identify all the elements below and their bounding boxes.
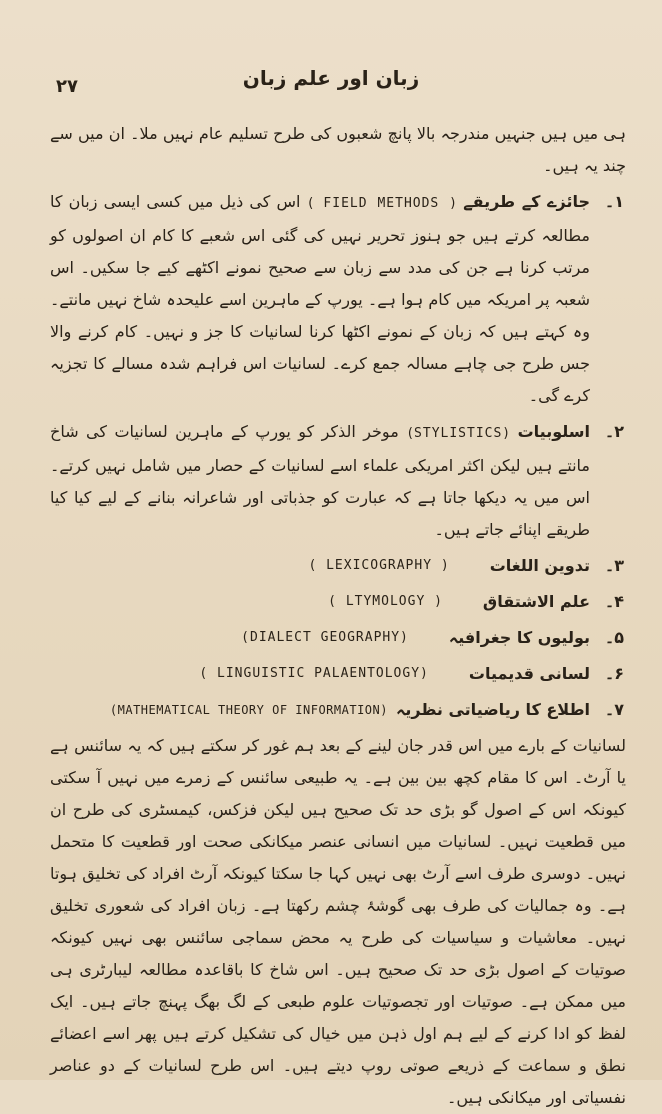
item-number: ۳۔ xyxy=(604,556,624,575)
item-term: اسلوبیات xyxy=(517,422,590,441)
item-latin-term: ( LINGUISTIC PALAENTOLOGY) xyxy=(199,666,429,681)
item-number: ۱۔ xyxy=(604,192,624,211)
page-number: ۲۷ xyxy=(56,76,78,97)
item-latin-term: (MATHEMATICAL THEORY OF INFORMATION) xyxy=(109,703,388,717)
item-number: ۴۔ xyxy=(604,592,624,611)
item-term: لسانی قدیمیات xyxy=(468,664,590,683)
closing-paragraph: لسانیات کے بارے میں اس قدر جان لینے کے بعد ہم غور کر سکتے ہیں کہ یہ سائنس ہے یا آرٹ۔ اس کا مقام کچھ بین بین ہے۔ یہ طبیعی سائنس کے زمرے میں نہیں آ سکتی کیونکہ اس کے اصول گو بڑی حد تک صحیح ہیں لیکن فزکس، کیمسٹری کی طرح ان میں قطعیت نہیں۔ لسانیات میں انسانی عنصر میکانکی صحت اور قطعیت کا متحمل نہیں۔ دوسری طرف اسے آرٹ بھی نہیں کہا جا سکتا کیونکہ آرٹ افراد کی تخلیق ہوتا ہے۔ وہ جمالیات کی طرف بھی گوشۂ چشم رکھتا ہے۔ زبان افراد کی شعوری تخلیق نہیں۔ معاشیات و سیاسیات کی طرح یہ محض سماجی سائنس بھی نہیں کیونکہ صوتیات کے اصول بڑی حد تک صحیح ہیں۔ اس شاخ کا باقاعدہ مطالعہ لیبارٹری ہی میں ممکن ہے۔ صوتیات اور تجصوتیات علوم طبعی کے لگ بھگ پہنچ جاتے ہیں۔ ایک لفظ کو ادا کرنے کے لیے ہم اول ذہن میں خیال کی تشکیل کرتے ہیں پھر اسے اعضائے نطق و سماعت کے ذریعے صوتی روپ دیتے ہیں۔ اس طرح لسانیات کے دو عناصر نفسیاتی اور میکانکی ہیں۔ xyxy=(50,736,626,1107)
item-content xyxy=(50,658,590,690)
item-content xyxy=(50,586,590,618)
item-number: ۵۔ xyxy=(604,628,624,647)
item-latin-term: ( FIELD METHODS ) xyxy=(306,196,457,211)
item-latin-term: (DIALECT GEOGRAPHY) xyxy=(241,630,409,645)
item-text: اس کی ذیل میں کسی ایسی زبان کا مطالعہ کرتے ہیں جو ہنوز تحریر نہیں کی گئی اس شعبے کا کام ان اصولوں کو مرتب کرنا ہے جن کی مدد سے زبان سے صحیح نمونے اکٹھے کیے جا سکیں۔ اس شعبہ پر امریکہ میں کام ہوا ہے۔ یورپ کے ماہرین اسے علیحدہ شاخ نہیں مانتے۔ وہ کہتے ہیں کہ زبان کے نمونے اکٹھا کرنا لسانیات کا جز و نہیں۔ کام کرنے والا جس طرح جی چاہے مسالہ جمع کرے۔ لسانیات اس فراہم شدہ مسالے کا تجزیہ کرے گی۔ xyxy=(50,192,590,405)
list-item-information-theory xyxy=(50,694,626,726)
item-content xyxy=(50,550,590,582)
item-latin-term: (STYLISTICS) xyxy=(406,426,511,441)
numbered-list xyxy=(50,186,626,726)
page-header xyxy=(40,62,622,98)
running-title: زبان اور علم زبان xyxy=(242,66,420,90)
list-item-field-methods xyxy=(50,186,626,412)
item-number: ۲۔ xyxy=(604,422,624,441)
item-term: جائزے کے طریقے xyxy=(463,192,590,211)
item-number: ۶۔ xyxy=(604,664,624,683)
item-term: اطلاع کا ریاضیاتی نظریہ xyxy=(395,700,590,719)
item-text: موخر الذکر کو یورپ کے ماہرین لسانیات کی شاخ مانتے ہیں لیکن اکثر امریکی علماء اسے لسانیات کے حصار میں شامل نہیں کرتے۔ اس میں یہ دیکھا جاتا ہے کہ عبارت کو جذباتی اور شاعرانہ بنانے کے لیے کیا کیا طریقے اپنائے جاتے ہیں۔ xyxy=(50,422,590,539)
list-item-linguistic-palaeontology xyxy=(50,658,626,690)
item-content xyxy=(50,186,590,412)
list-item-etymology xyxy=(50,586,626,618)
page-body xyxy=(50,118,626,1107)
list-item-dialect-geography xyxy=(50,622,626,654)
item-content xyxy=(50,416,590,546)
item-term: بولیوں کا جغرافیہ xyxy=(448,628,590,647)
item-latin-term: ( LEXICOGRAPHY ) xyxy=(308,558,450,573)
item-number: ۷۔ xyxy=(604,700,624,719)
item-content xyxy=(50,622,590,654)
item-term: علم الاشتقاق xyxy=(482,592,590,611)
intro-paragraph: ہی میں ہیں جنہیں مندرجہ بالا پانچ شعبوں کی طرح تسلیم عام نہیں ملا۔ ان میں سے چند یہ ہیں۔ xyxy=(50,124,626,175)
item-term: تدوین اللغات xyxy=(489,556,590,575)
item-content xyxy=(50,694,590,726)
list-item-stylistics xyxy=(50,416,626,546)
list-item-lexicography xyxy=(50,550,626,582)
item-latin-term: ( LTYMOLOGY ) xyxy=(328,594,443,609)
